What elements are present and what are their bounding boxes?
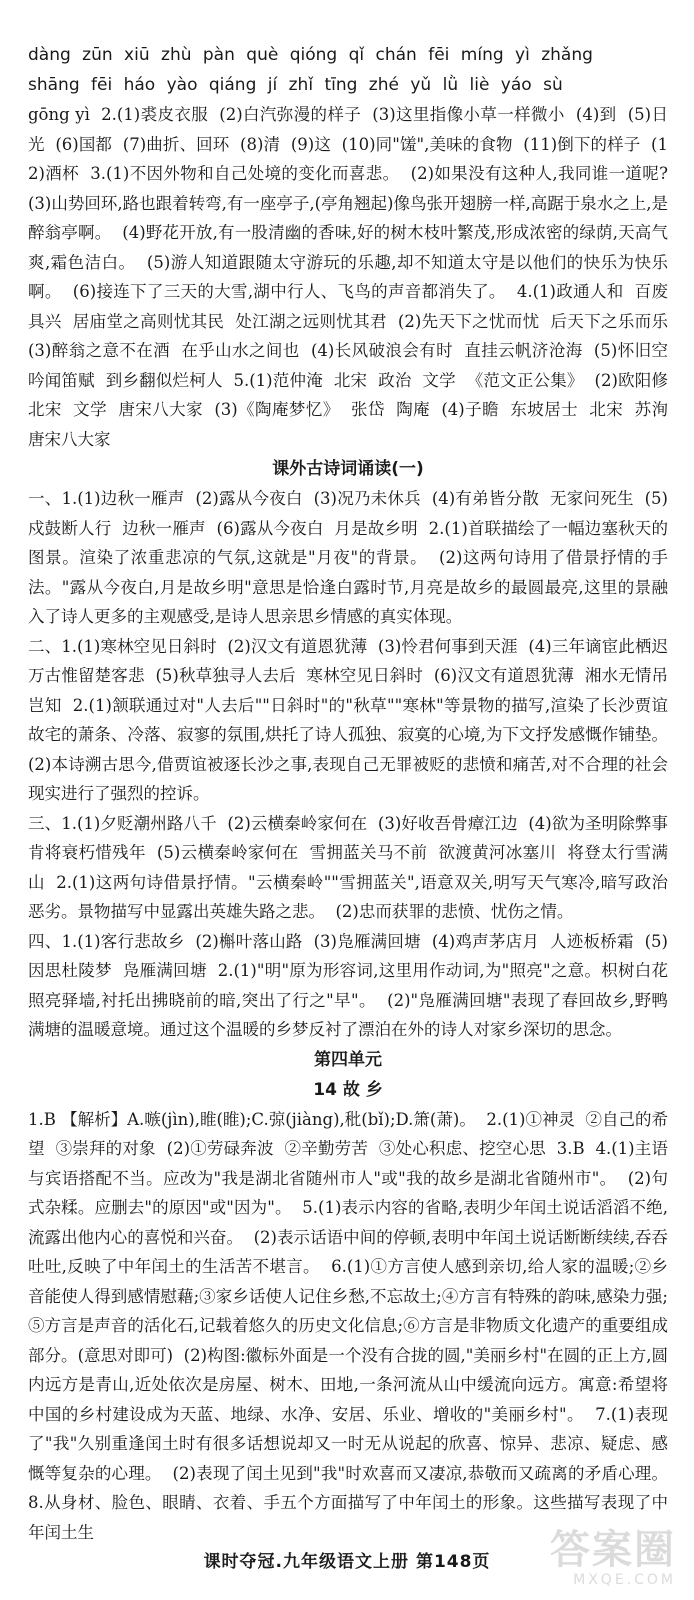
answers-lesson-14: 1.B 【解析】A.嗾(jìn),睢(睢);C.弶(jiàng),秕(bǐ);D.箫(萧)。 2.(1)①神灵 ②自己的希望 ③崇拜的对象 (2)①劳碌奔波 ②辛勤劳苦 ③处心积虑、挖空心思 3.B 4.(1)主语与宾语搭配不当。应改为"我是湖北省随州市人"或"我的故乡是湖北省随州市"。 (2)句式杂糅。应删去"的原因"或"因为"。 5.(1)表示内容的省略,表明少年闰土说话滔滔不绝,流露出他内心的喜悦和兴奋。 (2)表示话语中间的停顿,表明中年闰土说话断断续续,吞吞吐吐,反映了中年闰土的生活苦不堪言。 6.(1)①方言使人感到亲切,给人家的温暖;②乡音能使人得到感情慰藉;③家乡话使人记住乡愁,不忘故土;④方言有特殊的韵味,感染力强;⑤方言是声音的活化石,记载着悠久的历史文化信息;⑥方言是非物质文化遗产的重要组成部分。(意思对即可) (2)构图:徽标外面是一个没有合拢的圆,"美丽乡村"在圆的正上方,圆内远方是青山,近处依次是房屋、树木、田地,一条河流从山中缓流向远方。寓意:希望将中国的乡村建设成为天蓝、地绿、水净、安居、乐业、增收的"美丽乡村"。 7.(1)表现了"我"久别重逢闰土时有很多话想说却又一时无从说起的欣喜、惊异、悲凉、疑虑、感慨等复杂的心理。 (2)表现了闰土见到"我"时欢喜而又凄凉,恭敬而又疏离的矛盾心理。 8.从身材、脸色、眼睛、衣着、手五个方面描写了中年闰土的形象。这些描写表现了中年闰土生 <box>28 1109 679 1542</box>
watermark-logo-text: 答案圈 <box>550 1527 676 1573</box>
watermark-logo <box>506 1528 676 1590</box>
watermark-url: MXQE.COM <box>573 1572 676 1588</box>
pinyin-line-1: dàng zūn xiū zhù pàn què qióng qǐ chán fēi míng yì zhǎng <box>28 45 593 65</box>
answers-poem-1: 一、1.(1)边秋一雁声 (2)露从今夜白 (3)况乃未休兵 (4)有弟皆分散 无家问死生 (5)戍鼓断人行 边秋一雁声 (6)露从今夜白 月是故乡明 2.(1)首联描绘了一幅边塞秋天的图景。渲染了浓重悲凉的气氛,这就是"月夜"的背景。 (2)这两句诗用了借景抒情的手法。"露从今夜白,月是故乡明"意思是恰逢白露时节,月亮是故乡的最圆最亮,这里的景融入了诗人更多的主观感受,是诗人思亲思乡情感的真实体现。 <box>28 489 668 626</box>
answers-poem-4: 四、1.(1)客行悲故乡 (2)槲叶落山路 (3)凫雁满回塘 (4)鸡声茅店月 人迹板桥霜 (5)因思杜陵梦 凫雁满回塘 2.(1)"明"原为形容词,这里用作动词,为"照亮"之意。枳树白花照亮驿墙,衬托出拂晓前的暗,突出了行之"早"。 (2)"凫雁满回塘"表现了春回故乡,野鸭满塘的温暖意境。通过这个温暖的乡梦反衬了漂泊在外的诗人对家乡深切的思念。 <box>28 931 668 1039</box>
pinyin-line-2: shāng fēi háo yào qiáng jí zhǐ tīng zhé yǔ lǜ liè yáo sù <box>28 75 563 95</box>
page-footer: 课时夺冠.九年级语文上册 第148页 <box>203 1552 491 1572</box>
answers-poem-3: 三、1.(1)夕贬潮州路八千 (2)云横秦岭家何在 (3)好收吾骨瘴江边 (4)欲为圣明除弊事 肯将衰朽惜残年 (5)云横秦岭家何在 雪拥蓝关马不前 欲渡黄河冰塞川 将登太行雪满山 2.(1)这两句诗借景抒情。"云横秦岭""雪拥蓝关",语意双关,明写天气寒冷,暗写政治恶劣。景物描写中显露出英雄失路之悲。 (2)忠而获罪的悲愤、忧伤之情。 <box>28 813 679 921</box>
section-title-extracurricular-poems: 课外古诗词诵读(一) <box>272 459 424 479</box>
lesson-title: 14 故 乡 <box>313 1079 383 1100</box>
answers-poem-2: 二、1.(1)寒林空见日斜时 (2)汉文有道恩犹薄 (3)怜君何事到天涯 (4)三年谪宦此栖迟 万古惟留楚客悲 (5)秋草独寻人去后 寒林空见日斜时 (6)汉文有道恩犹薄 湘水无情吊岂知 2.(1)颔联通过对"人去后""日斜时"的"秋草""寒林"等景物的描写,渲染了长沙贾谊故宅的萧条、冷落、寂寥的氛围,烘托了诗人孤独、寂寞的心境,为下文抒发感慨作铺垫。 (2)本诗溯古思今,借贾谊被逐长沙之事,表现自己无罪被贬的悲愤和痛苦,对不合理的社会现实进行了强烈的控诉。 <box>28 636 679 803</box>
unit-title: 第四单元 <box>314 1049 382 1070</box>
answers-intro: gōng yì 2.(1)裘皮衣服 (2)白汽弥漫的样子 (3)这里指像小草一样微小 (4)到 (5)日光 (6)国都 (7)曲折、回环 (8)清 (9)这 (10)同"馐",美味的食物 (11)倒下的样子 (12)酒杯 3.(1)不因外物和自己处境的变化而喜悲。 (2)如果没有这种人,我同谁一道呢? (3)山势回环,路也跟着转弯,有一座亭子,(亭角翘起)像鸟张开翅膀一样,高踞于泉水之上,是醉翁亭啊。 (4)野花开放,有一股清幽的香味,好的树木枝叶繁茂,形成浓密的绿荫,天高气爽,霜色洁白。 (5)游人知道跟随太守游玩的乐趣,却不知道太守是以他们的快乐为快乐啊。 (6)接连下了三天的大雪,湖中行人、飞鸟的声音都消失了。 4.(1)政通人和 百废具兴 居庙堂之高则忧其民 处江湖之远则忧其君 (2)先天下之忧而忧 后天下之乐而乐 (3)醉翁之意不在酒 在乎山水之间也 (4)长风破浪会有时 直挂云帆济沧海 (5)怀旧空吟闻笛赋 到乡翻似烂柯人 5.(1)范仲淹 北宋 政治 文学 《范文正公集》 (2)欧阳修 北宋 文学 唐宋八大家 (3)《陶庵梦忆》 张岱 陶庵 (4)子瞻 东坡居士 北宋 苏洵 唐宋八大家 <box>28 105 679 449</box>
answer-page <box>28 40 679 1547</box>
